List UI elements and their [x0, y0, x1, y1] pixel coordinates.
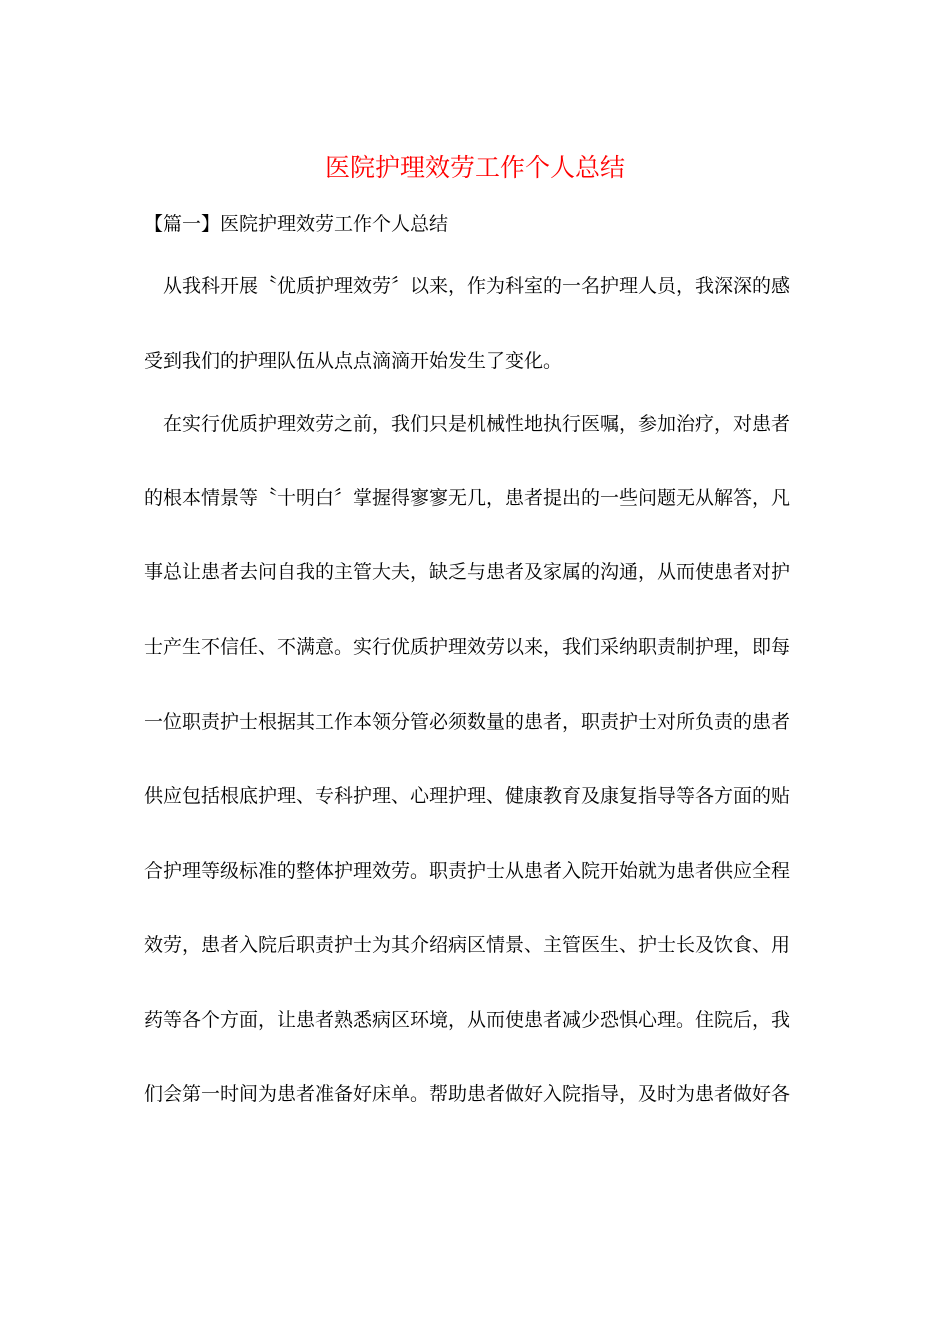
paragraph-line: 在实行优质护理效劳之前，我们只是机械性地执行医嘱，参加治疗，对患者 [163, 413, 791, 435]
paragraph-line: 士产生不信任、不满意。实行优质护理效劳以来，我们采纳职责制护理，即每 [144, 636, 791, 658]
paragraph-line: 的根本情景等〝十明白〞掌握得寥寥无几，患者提出的一些问题无从解答，凡 [144, 487, 791, 509]
paragraph-line: 从我科开展〝优质护理效劳〞以来，作为科室的一名护理人员，我深深的感 [163, 275, 791, 297]
paragraph-line: 供应包括根底护理、专科护理、心理护理、健康教育及康复指导等各方面的贴 [144, 785, 791, 807]
paragraph-line: 药等各个方面，让患者熟悉病区环境，从而使患者减少恐惧心理。住院后，我 [144, 1009, 791, 1031]
document-title: 医院护理效劳工作个人总结 [324, 153, 625, 182]
paragraph-line: 一位职责护士根据其工作本领分管必须数量的患者，职责护士对所负责的患者 [144, 711, 791, 733]
paragraph-line: 合护理等级标准的整体护理效劳。职责护士从患者入院开始就为患者供应全程 [144, 860, 791, 882]
paragraph-line: 效劳，患者入院后职责护士为其介绍病区情景、主管医生、护士长及饮食、用 [144, 934, 791, 956]
paragraph-line: 受到我们的护理队伍从点点滴滴开始发生了变化。 [144, 350, 563, 372]
paragraph-line: 事总让患者去问自我的主管大夫，缺乏与患者及家属的沟通，从而使患者对护 [144, 561, 791, 583]
section-heading: 【篇一】医院护理效劳工作个人总结 [144, 213, 449, 235]
paragraph-line: 们会第一时间为患者准备好床单。帮助患者做好入院指导，及时为患者做好各 [144, 1083, 791, 1105]
